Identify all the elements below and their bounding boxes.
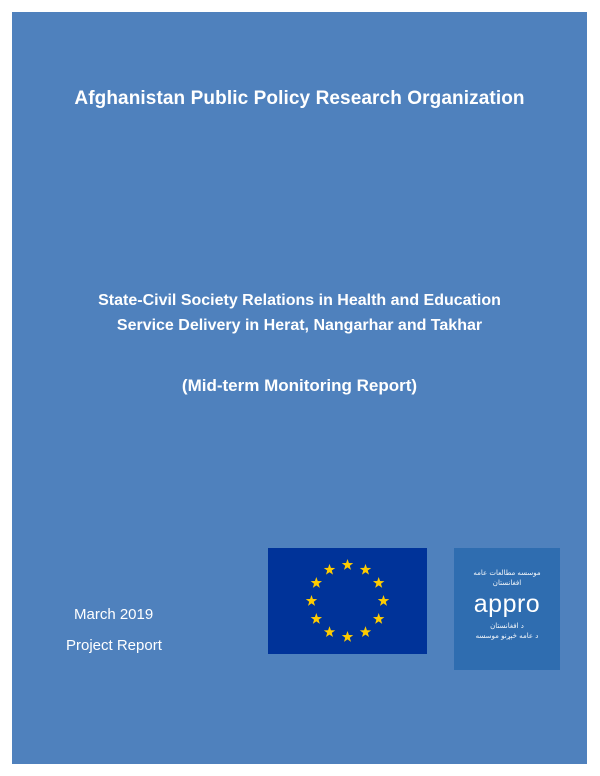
eu-flag-icon [268,548,427,654]
appro-pashto-country: د افغانستان [490,622,524,630]
appro-persian-name: موسسه مطالعات عامه [473,569,541,577]
eu-star-icon [360,564,371,575]
eu-flag-graphic [268,548,427,654]
eu-star-icon [373,613,384,624]
eu-star-icon [342,631,353,642]
report-type: Project Report [66,637,162,654]
eu-star-icon [324,626,335,637]
eu-star-icon [378,595,389,606]
appro-pashto-name: د عامه څېړنو موسسه [475,632,539,640]
report-cover [12,12,587,764]
appro-persian-country: افغانستان [492,579,522,587]
eu-star-icon [342,559,353,570]
report-title: State-Civil Society Relations in Health and Education Service Delivery in Herat, Nangarhar and Takhar [98,292,501,334]
eu-star-icon [360,626,371,637]
organization-name: Afghanistan Public Policy Research Organization [74,88,525,109]
eu-star-icon [306,595,317,606]
report-date: March 2019 [74,606,154,623]
eu-star-icon [373,577,384,588]
report-subtitle: (Mid-term Monitoring Report) [181,376,418,395]
eu-star-icon [311,577,322,588]
appro-logo [454,548,560,670]
eu-star-icon [311,613,322,624]
appro-wordmark: appro [473,590,541,618]
eu-star-icon [324,564,335,575]
